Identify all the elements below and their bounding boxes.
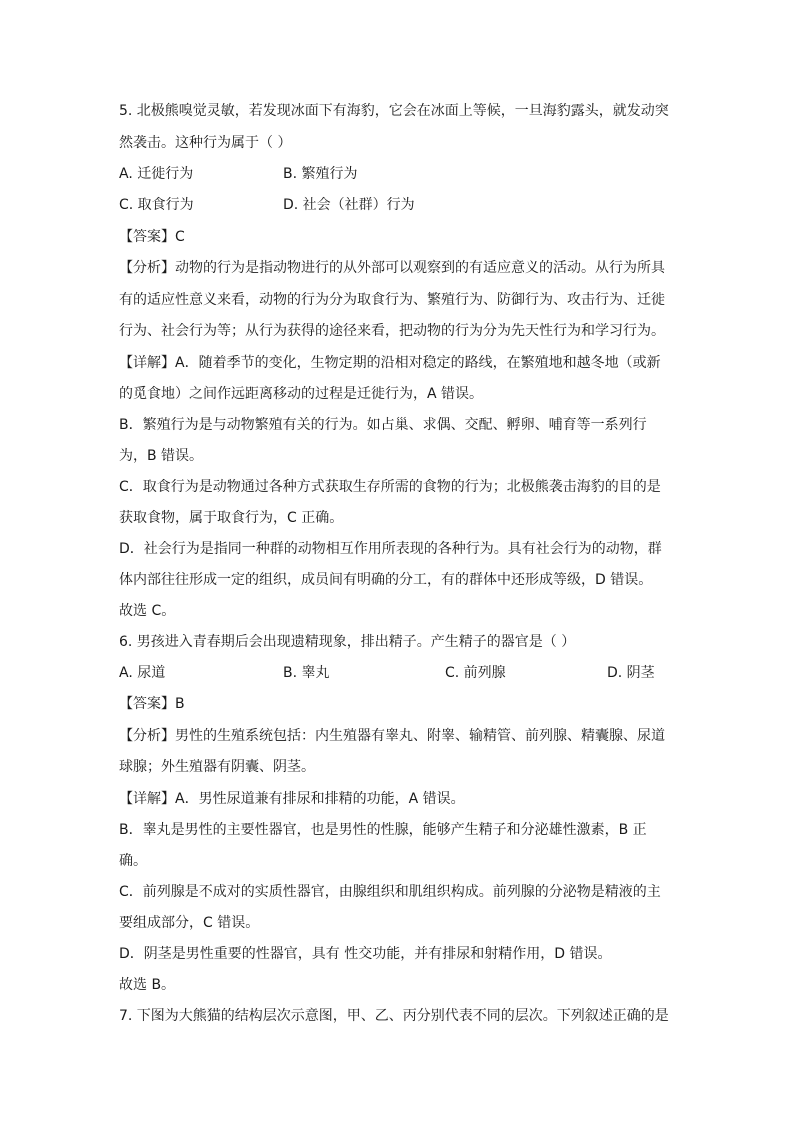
q5-conclusion: 故选 C。: [119, 603, 176, 619]
q5-detail-line: C．取食行为是动物通过各种方式获取生存所需的食物的行为；北极熊袭击海豹的目的是: [119, 479, 661, 495]
q5-analysis-line: 有的适应性意义来看，动物的行为分为取食行为、繁殖行为、防御行为、攻击行为、迁徙: [119, 292, 665, 308]
q5-option-a: A. 迁徙行为: [119, 166, 194, 182]
q5-detail-line: D．社会行为是指同一种群的动物相互作用所表现的各种行为。具有社会行为的动物，群: [119, 541, 662, 557]
q5-detail-line: 体内部往往形成一定的组织，成员间有明确的分工，有的群体中还形成等级，D 错误。: [119, 572, 653, 588]
q5-option-c: C. 取食行为: [119, 197, 194, 213]
q6-stem: 6. 男孩进入青春期后会出现遗精现象，排出精子。产生精子的器官是（ ）: [119, 634, 576, 650]
q6-detail-line: 要组成部分，C 错误。: [119, 915, 260, 931]
q6-detail-line: B．睾丸是男性的主要性器官，也是男性的性腺，能够产生精子和分泌雄性激素，B 正: [119, 822, 647, 838]
q7-stem: 7. 下图为大熊猫的结构层次示意图，甲、乙、丙分别代表不同的层次。下列叙述正确的是: [119, 1008, 669, 1024]
q5-detail-line: 为，B 错误。: [119, 448, 204, 464]
q5-option-d: D. 社会（社群）行为: [283, 197, 415, 213]
q6-analysis-line: 球腺；外生殖器有阴囊、阴茎。: [119, 759, 315, 775]
q5-answer: 【答案】C: [119, 229, 185, 245]
q5-detail-line: 获取食物，属于取食行为，C 正确。: [119, 510, 344, 526]
q5-option-b: B. 繁殖行为: [283, 166, 358, 182]
q6-option-a: A. 尿道: [119, 665, 166, 681]
q5-detail-line: 【详解】A．随着季节的变化，生物定期的沿相对稳定的路线，在繁殖地和越冬地（或新: [119, 355, 661, 371]
q5-analysis-line: 行为、社会行为等；从行为获得的途径来看，把动物的行为分为先天性行为和学习行为。: [119, 323, 665, 339]
q6-option-c: C. 前列腺: [445, 665, 506, 681]
q6-detail-line: 【详解】A．男性尿道兼有排尿和排精的功能，A 错误。: [119, 791, 465, 807]
q5-stem-line2: 然袭击。这种行为属于（ ）: [119, 135, 292, 151]
q5-detail-line: B．繁殖行为是与动物繁殖有关的行为。如占巢、求偶、交配、孵卵、哺育等一系列行: [119, 417, 647, 433]
q6-analysis-line: 【分析】男性的生殖系统包括：内生殖器有睾丸、附睾、输精管、前列腺、精囊腺、尿道: [119, 728, 665, 744]
q6-detail-line: D．阴茎是男性重要的性器官，具有 性交功能，并有排尿和射精作用，D 错误。: [119, 946, 612, 962]
q6-conclusion: 故选 B。: [119, 977, 176, 993]
q5-analysis-line: 【分析】动物的行为是指动物进行的从外部可以观察到的有适应意义的活动。从行为所具: [119, 260, 665, 276]
q6-option-d: D. 阴茎: [607, 665, 655, 681]
q6-detail-line: C．前列腺是不成对的实质性器官，由腺组织和肌组织构成。前列腺的分泌物是精液的主: [119, 884, 661, 900]
q6-option-b: B. 睾丸: [283, 665, 330, 681]
q6-detail-line: 确。: [119, 853, 147, 869]
q5-detail-line: 的觅食地）之间作远距离移动的过程是迁徙行为，A 错误。: [119, 386, 484, 402]
q6-answer: 【答案】B: [119, 696, 185, 712]
q5-stem-line1: 5. 北极熊嗅觉灵敏，若发现冰面下有海豹，它会在冰面上等候，一旦海豹露头，就发动突: [119, 103, 669, 119]
